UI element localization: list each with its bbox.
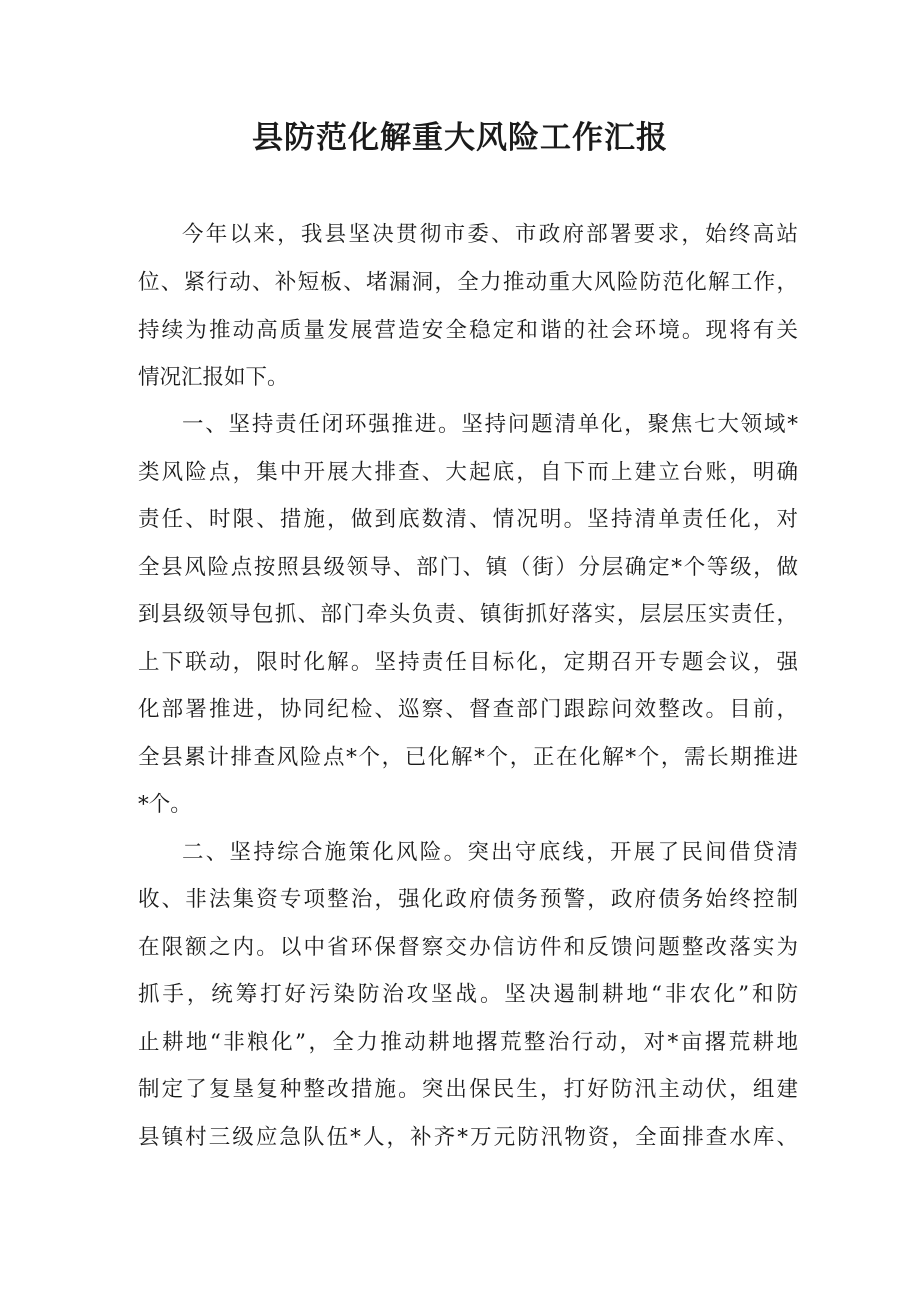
document-title: 县防范化解重大风险工作汇报 [252, 120, 668, 156]
paragraph-2-line-4: 全县风险点按照县级领导、部门、镇（街）分层确定*个等级，做 [138, 555, 798, 580]
paragraph-2-line-6: 上下联动，限时化解。坚持责任目标化，定期召开专题会议，强 [138, 650, 798, 675]
paragraph-3-line-3: 在限额之内。以中省环保督察交办信访件和反馈问题整改落实为 [138, 935, 798, 960]
paragraph-3-line-7: 县镇村三级应急队伍*人，补齐*万元防汛物资，全面排查水库、 [138, 1125, 798, 1150]
paragraph-2-line-9: *个。 [138, 792, 192, 817]
paragraph-2-line-2: 类风险点，集中开展大排查、大起底，自下而上建立台账，明确 [138, 460, 798, 485]
paragraph-2-line-5: 到县级领导包抓、部门牵头负责、镇街抓好落实，层层压实责任， [138, 602, 798, 627]
paragraph-2-line-7: 化部署推进，协同纪检、巡察、督查部门跟踪问效整改。目前， [138, 697, 798, 722]
paragraph-1-line-4: 情况汇报如下。 [138, 365, 289, 390]
paragraph-1-line-1: 今年以来，我县坚决贯彻市委、市政府部署要求，始终高站 [182, 222, 798, 247]
paragraph-3-line-2: 收、非法集资专项整治，强化政府债务预警，政府债务始终控制 [138, 887, 798, 912]
paragraph-1-line-3: 持续为推动高质量发展营造安全稳定和谐的社会环境。现将有关 [138, 318, 798, 343]
paragraph-3-line-6: 制定了复垦复种整改措施。突出保民生，打好防汛主动伏，组建 [138, 1077, 798, 1102]
paragraph-2-line-3: 责任、时限、措施，做到底数清、情况明。坚持清单责任化，对 [138, 507, 798, 532]
paragraph-3-line-1: 二、坚持综合施策化风险。突出守底线，开展了民间借贷清 [182, 840, 798, 865]
paragraph-1-line-2: 位、紧行动、补短板、堵漏洞，全力推动重大风险防范化解工作， [138, 270, 798, 295]
paragraph-2-line-8: 全县累计排查风险点*个，已化解*个，正在化解*个，需长期推进 [138, 745, 798, 770]
paragraph-2-line-1: 一、坚持责任闭环强推进。坚持问题清单化，聚焦七大领域* [182, 412, 798, 437]
paragraph-3-line-5: 止耕地“非粮化”，全力推动耕地撂荒整治行动，对*亩撂荒耕地 [138, 1030, 798, 1055]
paragraph-3-line-4: 抓手，统筹打好污染防治攻坚战。坚决遏制耕地“非农化”和防 [138, 982, 798, 1007]
